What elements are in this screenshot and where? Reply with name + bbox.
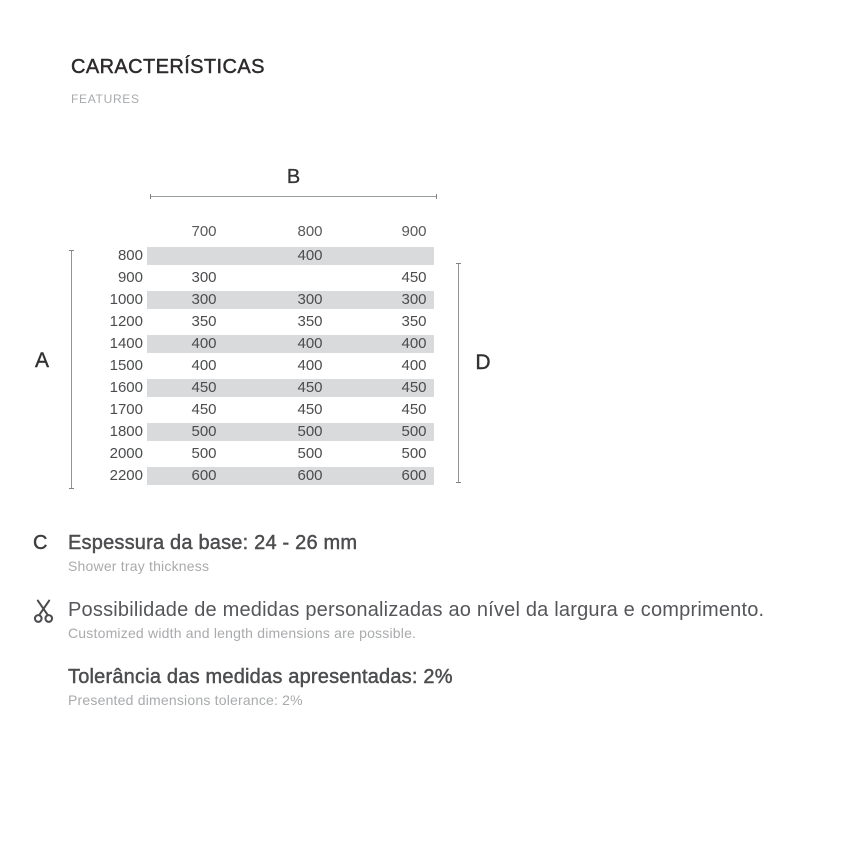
- table-row: [90, 421, 438, 443]
- table-row: [90, 399, 438, 421]
- note-base-thickness: [33, 531, 357, 574]
- row-label: 1600: [109, 379, 143, 396]
- note-subtitle: Shower tray thickness: [68, 558, 210, 574]
- table-row-band: [147, 313, 434, 331]
- note-subtitle: Customized width and length dimensions are possible.: [68, 625, 417, 641]
- table-row-band: [147, 467, 434, 485]
- scissors-icon: [33, 598, 68, 629]
- table-cell: 300: [191, 291, 217, 308]
- page-title: CARACTERÍSTICAS: [71, 56, 265, 78]
- table-row-band: [147, 335, 434, 353]
- table-row-band: [147, 291, 434, 309]
- table-cell: 400: [191, 335, 217, 352]
- table-cell: 350: [401, 313, 427, 330]
- table-body: [90, 245, 438, 487]
- dimension-a-line: [71, 250, 72, 489]
- table-cell: 400: [297, 247, 323, 264]
- dimension-d-label: D: [475, 351, 491, 374]
- table-row: [90, 465, 438, 487]
- row-label: 1200: [109, 313, 143, 330]
- note-title: Tolerância das medidas apresentadas: 2%: [68, 666, 453, 688]
- table-row-band: [147, 423, 434, 441]
- table-cell: 350: [191, 313, 217, 330]
- table-row: [90, 289, 438, 311]
- table-row-band: [147, 247, 434, 265]
- table-cell: 350: [297, 313, 323, 330]
- table-row: [90, 267, 438, 289]
- table-row-band: [147, 379, 434, 397]
- table-row: [90, 443, 438, 465]
- column-header: 700: [191, 223, 217, 240]
- row-label: 1800: [109, 423, 143, 440]
- table-cell: 500: [191, 423, 217, 440]
- table-cell: 300: [401, 291, 427, 308]
- table-row-band: [147, 401, 434, 419]
- dimension-a-label: A: [34, 349, 49, 372]
- table-cell: 400: [191, 357, 217, 374]
- row-label: 1700: [109, 401, 143, 418]
- table-cell: 400: [297, 357, 323, 374]
- table-cell: 450: [191, 401, 217, 418]
- note-subtitle: Presented dimensions tolerance: 2%: [68, 692, 303, 708]
- table-cell: 400: [297, 335, 323, 352]
- row-label: 2200: [109, 467, 143, 484]
- table-row: [90, 311, 438, 333]
- table-cell: 450: [401, 269, 427, 286]
- table-cell: 600: [191, 467, 217, 484]
- table-row: [90, 355, 438, 377]
- table-row-band: [147, 445, 434, 463]
- table-cell: 500: [191, 445, 217, 462]
- table-cell: 300: [191, 269, 217, 286]
- row-label: 1000: [109, 291, 143, 308]
- column-header: 800: [297, 223, 323, 240]
- row-label: 800: [117, 247, 143, 264]
- row-label: 1500: [109, 357, 143, 374]
- page-subtitle: FEATURES: [71, 92, 140, 106]
- table-column-headers: [147, 221, 434, 243]
- table-cell: 500: [297, 423, 323, 440]
- dimension-b-label: B: [286, 166, 301, 188]
- row-label: 900: [117, 269, 143, 286]
- note-title: Espessura da base: 24 - 26 mm: [68, 532, 358, 554]
- table-cell: 450: [297, 379, 323, 396]
- table-cell: 400: [401, 335, 427, 352]
- table-cell: 500: [401, 445, 427, 462]
- note-tolerance: [68, 665, 453, 708]
- table-row-band: [147, 357, 434, 375]
- row-label: 2000: [109, 445, 143, 462]
- table-cell: 450: [401, 379, 427, 396]
- table-row: [90, 377, 438, 399]
- note-custom-dimensions: [33, 598, 764, 641]
- table-cell: 450: [297, 401, 323, 418]
- table-row: [90, 245, 438, 267]
- table-row-band: [147, 269, 434, 287]
- table-cell: 450: [191, 379, 217, 396]
- marker-letter-c: C: [33, 532, 48, 554]
- table-cell: 300: [297, 291, 323, 308]
- row-label: 1400: [109, 335, 143, 352]
- table-cell: 600: [401, 467, 427, 484]
- note-title: Possibilidade de medidas personalizadas ao nível da largura e comprimento.: [68, 599, 765, 621]
- table-row: [90, 333, 438, 355]
- column-header: 900: [401, 223, 427, 240]
- table-cell: 500: [297, 445, 323, 462]
- table-cell: 400: [401, 357, 427, 374]
- table-cell: 600: [297, 467, 323, 484]
- table-cell: 450: [401, 401, 427, 418]
- table-cell: 500: [401, 423, 427, 440]
- dimension-b-line: [150, 196, 437, 197]
